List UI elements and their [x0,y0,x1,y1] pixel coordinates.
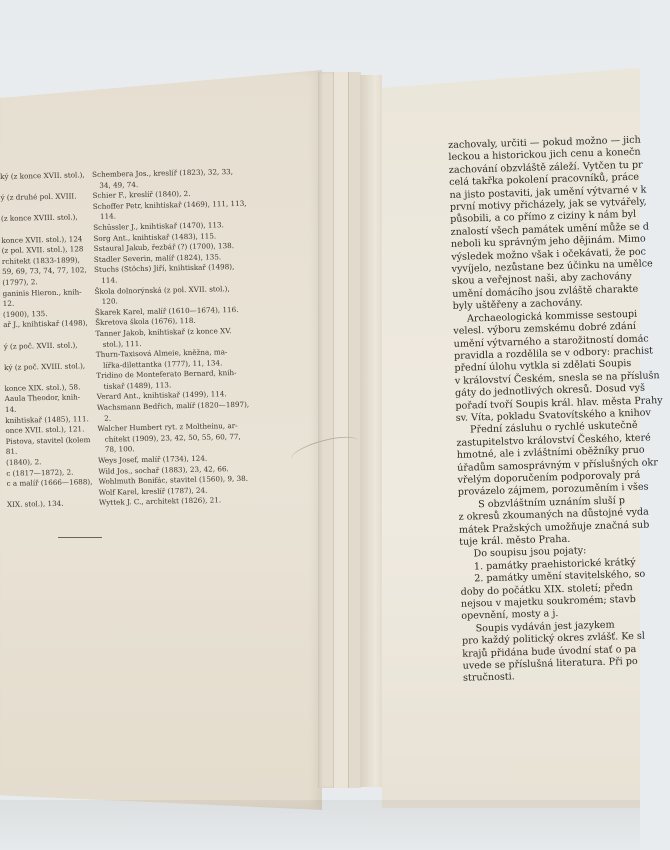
index-entry: c (1817—1872), 2. [6,467,74,478]
index-entry: 34, 49, 74. [99,179,139,190]
text-line: leckou a historickou jich cenu a konečn [448,147,641,164]
end-rule [58,537,102,538]
text-line: neboli ku správným jeho dějinám. Mimo [450,233,646,251]
shadow [0,800,640,850]
text-line: výsledek možno však i očekávati, že poc [451,246,647,263]
index-entry: Sorg Ant., knihtiskař (1483), 115. [93,230,217,243]
index-entry: lířka-dilettantka (1777), 11, 134. [102,358,223,370]
index-entry: 12. [2,298,15,309]
index-entry: (z pol. XVII. stol.), 128 [1,244,84,256]
text-line: vřelým doporučením podporovaly prá [457,469,641,486]
index-entry: (1797), 2. [2,277,38,287]
text-line: znalostí všech památek umění může se d [450,221,650,238]
index-entry: ý (z poč. XVII. stol.), [3,339,78,351]
text-line: první motivy přicházely, jak se vytvářely, [449,196,647,214]
index-entry: ký (z poč. XVIII. stol.), [3,360,86,372]
text-line: Soupis vydáván jest jazykem [475,619,615,635]
index-entry: Schoffer Petr, knihtiskař (1469), 111, 113, [92,198,247,211]
text-line: skou a veřejnost naši, aby zachovány [451,271,632,288]
index-column-left [0,170,93,511]
text-line: 2. památky umění stavitelského, so [474,568,646,585]
text-line: v království Českém, snesla se na příslušn [454,369,660,387]
index-entry: 81. [5,447,18,457]
index-entry: konce XVII. stol.), 124 [1,233,83,245]
index-entry: Wolf Karel, kreslíř (1787), 24. [98,485,208,497]
index-entry: Wyttek J. C., architekt (1826), 21. [98,495,222,508]
text-line: umění domácího jsou zvláště charakte [452,283,639,300]
index-entry: 120. [101,296,118,306]
text-line: celá takřka pokolení pracovníků, práce [449,171,640,189]
text-line: pravidla a rozdělila se v odbory: prachist [453,345,654,362]
index-entry: rchitekt (1833-1899), [1,255,80,266]
index-entry: 114. [101,275,118,285]
text-line: uvede se příslušná literatura. Při po [462,655,638,672]
index-entry: Schüssler J., knihtiskař (1470), 113. [93,220,224,232]
index-entry: once XVII. stol.), 121. [5,424,85,436]
text-line: nejsou v majetku soukromém; stavb [460,593,636,610]
index-entry: Walcher Humbert ryt. z Moltheinu, ar- [97,421,238,434]
index-entry: Wachsmann Bedřich, malíř (1820—1897), [96,399,250,413]
index-entry: Weys Josef, malíř (1734), 124. [97,453,208,465]
index-entry: Stadler Severin, malíř (1824), 135. [93,252,222,264]
text-line: Přední zásluhu o rychlé uskutečně [469,420,638,436]
text-line: z okresů zkoumaných na důstojné vyda [458,506,649,524]
text-line: velesl. výboru zemskému dobré zdání [453,320,637,338]
text-line: zastupitelstvo království Českého, které [456,432,651,449]
text-line: zachování obzvláště záleží. Vytčen tu pr [448,159,643,176]
index-entry: (1840), 2. [5,457,42,467]
index-entry: (1900), 135. [2,308,48,319]
index-entry: Verard Ant., knihtiskař (1499), 114. [96,389,227,402]
index-entry: Škola dolnorýnská (z pol. XVII. stol.), [94,283,230,296]
text-line: provázelo zájmem, porozuměním i všes [457,481,649,499]
index-entry: Schembera Jos., kreslíř (1823), 32, 33, [92,167,234,179]
index-entry: Škarek Karel, malíř (1610—1674), 116. [94,304,239,317]
index-entry: Wild Jos., sochař (1883), 23, 42, 66. [98,463,229,476]
index-entry: chitekt (1909), 23, 42, 50, 55, 60, 77, [104,431,241,444]
text-line: na jisto postaviti, jak umění výtvarné v k [449,184,647,201]
text-line: 1. památky praehistorické krátký [473,556,636,573]
text-line: hmotné, ale i zvláštními oběžníky pruo [456,444,645,462]
text-line: pro každý politický okres zvlášť. Ke sl [461,630,646,648]
index-entry: 2. [104,413,112,423]
text-line: sv. Víta, pokladu Svatovítského a knihov [455,407,652,424]
index-entry: Aaula Theodor, knih- [4,392,81,404]
index-entry: 114. [99,211,117,222]
text-line: mátek Pražských umožňuje značná sub [458,519,650,536]
text-line: opevnění, mosty a j. [461,608,559,623]
text-line: S obzvláštním uznáním sluší p [478,494,626,511]
index-entry: Schier F., kreslíř (1840), 2. [92,189,191,201]
index-entry: tiskař (1489), 113. [103,380,172,391]
index-entry: Pistova, stavitel (kolem [5,435,91,446]
text-line: přední úlohu vytkla si zdělati Soupis [454,358,632,375]
text-line: krajů přidána bude úvodní stať o pa [462,643,637,660]
text-line: gáty do jednotlivých okresů. Dosud vyš [454,382,646,400]
right-page-text [448,134,663,685]
text-line: úřadům samosprávným v příslušných okr [457,456,658,474]
text-line: zachovaly, určiti — pokud možno — jich [448,134,641,151]
index-entry: knihtiskař (1485), 111. [5,413,89,425]
index-entry: ganinis Hieron., knih- [2,286,82,298]
index-entry: Tanner Jakob, knihtiskař (z konce XV. [95,326,232,338]
index-entry: Stuchs (Stöchs) Jiří, knihtiskař (1498), [93,262,235,275]
text-line: tuje král. město Praha. [459,533,571,548]
text-line: pořadí tvoří Soupis král. hlav. města Prahy [455,394,663,412]
text-line: vyvíjelo, nezůstane bez účinku na umělce [451,258,653,276]
index-column-right [92,167,257,509]
index-entry: ý (z druhé pol. XVIII. [0,191,77,203]
index-entry: konce XIX. stol.), 58. [4,382,81,393]
text-line: Archaeologická kommisse sestoupi [466,308,638,325]
text-line: doby do počátku XIX. století; předn [460,581,633,598]
index-entry: c a malíř (1666—1688), [6,477,93,489]
index-entry: 14. [4,404,17,415]
index-entry: Wohlmuth Bonifác, stavitel (1560), 9, 38. [98,474,249,487]
index-entry: (z konce XVIII. stol.), [0,212,78,224]
index-entry: 78, 100. [104,444,135,455]
text-line: Do soupisu jsou pojaty: [473,545,587,560]
index-entry: ký (z konce XVII. stol.), [0,170,85,181]
text-line: působili, a co přímo z ciziny k nám byl [450,209,637,226]
text-line: stručnosti. [462,671,515,685]
index-entry: Tridino de Monteferato Bernard, knih- [96,368,237,381]
text-line: umění výtvarného a starožitností domác [453,332,649,350]
index-entry: stol.), 111. [102,338,142,349]
index-entry: Sstaural Jakub, řezbář (?) (1700), 138. [93,241,235,254]
index-entry: 59, 69, 73, 74, 77, 102, [1,265,87,277]
book-gutter [360,75,382,787]
index-entry: Škretova škola (1676), 118. [95,316,196,328]
index-entry: Thurn-Taxisová Almeie, kněžna, ma- [95,347,228,360]
text-line: byly uštěřeny a zachovány. [452,297,583,313]
index-entry: ař J., knihtiskař (1498), [3,318,88,330]
index-entry: XIX. stol.), 134. [6,499,64,510]
